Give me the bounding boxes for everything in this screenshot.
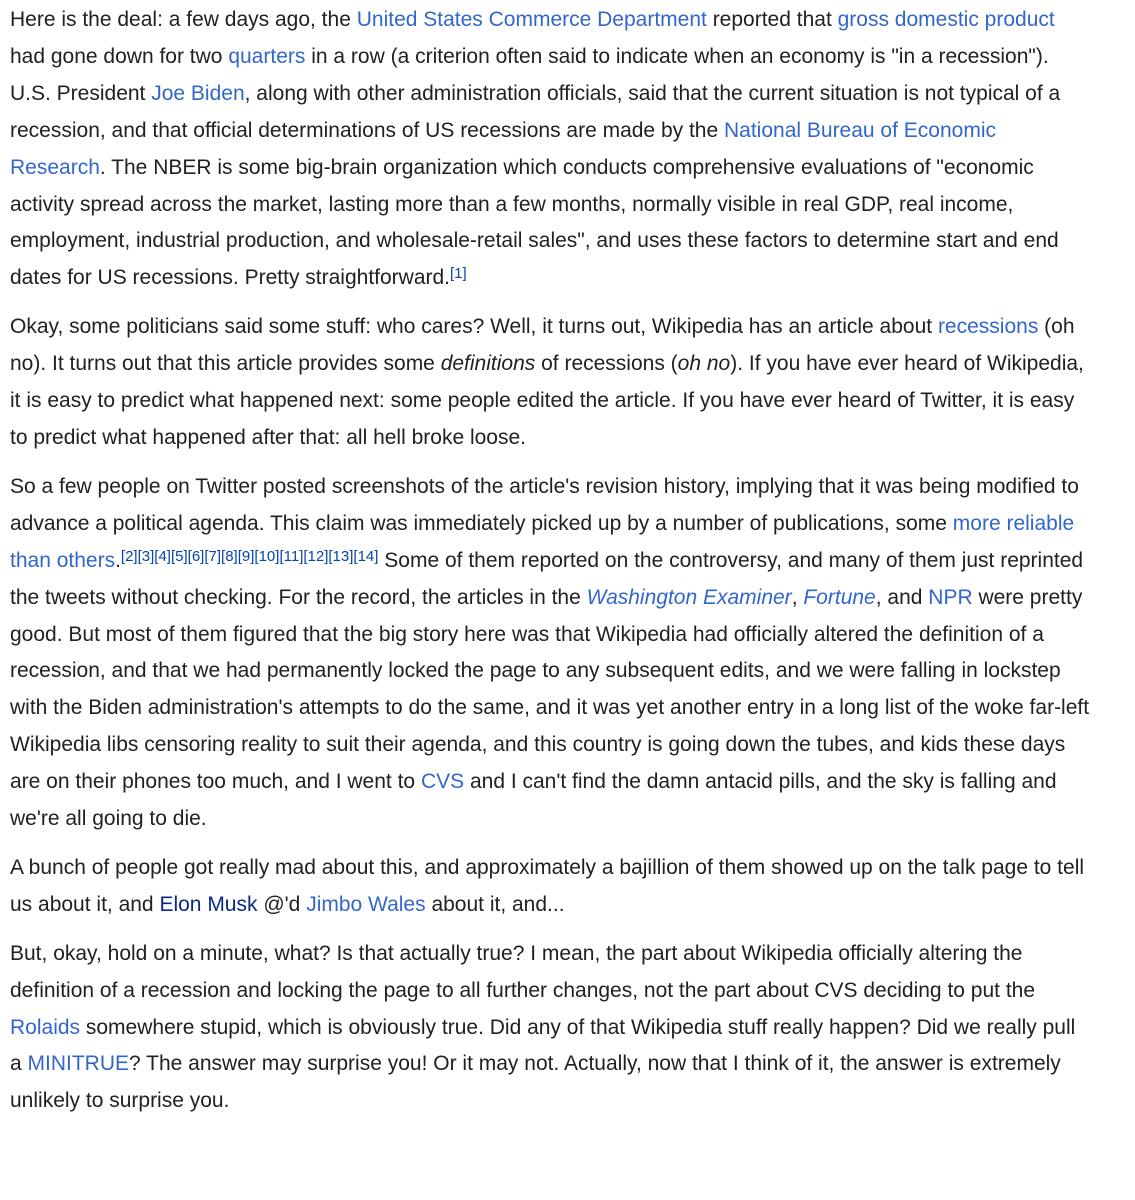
text-run: reported that	[706, 8, 838, 31]
footnote-ref	[303, 548, 328, 565]
text-run: Okay, some politicians said some stuff: who cares? Well, it turns out, Wikipedia has an article about	[10, 315, 938, 339]
link-cvs[interactable]: CVS	[420, 770, 465, 794]
text-run: about it, and...	[425, 892, 565, 916]
footnote-ref-9[interactable]: [9]	[237, 547, 255, 565]
link-elon-musk[interactable]: Elon Musk	[159, 892, 258, 916]
footnote-ref-5[interactable]: [5]	[170, 547, 188, 565]
footnote-ref-8[interactable]: [8]	[221, 547, 238, 565]
footnote-ref	[450, 265, 467, 282]
link-quarters[interactable]: quarters	[228, 44, 306, 68]
footnote-ref-11[interactable]: [11]	[279, 547, 304, 565]
text-run: and I can't find the damn antacid pills, and the sky is falling and we're all going to die.	[10, 770, 1057, 831]
text-run: So a few people on Twitter posted screenshots of the article's revision history, implying that it was being modified to advance a political agenda. This claim was immediately picked up by a number of publications, some	[10, 474, 1079, 535]
article-body	[10, 2, 1090, 1132]
link-minitrue[interactable]: MINITRUE	[27, 1052, 130, 1076]
text-run: Some of them reported on the controversy, and many of them just reprinted the tweets without checking. For the record, the articles in the	[10, 548, 1084, 609]
text-run: somewhere stupid, which is obviously true. Did any of that Wikipedia stuff really happen? Did we really pull a	[10, 1015, 1076, 1076]
link-jimbo-wales[interactable]: Jimbo Wales	[306, 892, 426, 916]
footnote-ref	[154, 548, 171, 565]
link-washington-examiner[interactable]: Washington Examiner	[586, 585, 792, 609]
text-run: .	[115, 548, 121, 572]
text-run: , along with other administration officials, said that the current situation is not typical of a recession, and that official determinations of US recessions are made by the	[10, 81, 1061, 142]
footnote-ref-3[interactable]: [3]	[137, 547, 155, 565]
paragraph-5	[10, 936, 1090, 1121]
footnote-ref-10[interactable]: [10]	[254, 547, 280, 565]
footnote-ref	[238, 548, 255, 565]
text-run: (oh no). It turns out that this article provides some	[10, 315, 1075, 376]
paragraph-2	[10, 309, 1090, 457]
paragraph-4	[10, 850, 1090, 924]
footnote-ref-7[interactable]: [7]	[204, 547, 222, 565]
text-run: Here is the deal: a few days ago, the	[10, 8, 357, 31]
text-run: were pretty good. But most of them figured that the big story here was that Wikipedia had officially altered the definition of a recession, and that we had permanently locked the page to any subsequent edits, and we were falling in lockstep with the Biden administration's attempts to do the same, and it was yet another entry in a long list of the woke far-left Wikipedia libs censoring reality to suit their agenda, and this country is going down the tubes, and kids these days are on their phones too much, and I went to	[10, 585, 1090, 794]
text-run: A bunch of people got really mad about this, and approximately a bajillion of them showed up on the talk page to tell us about it, and	[10, 855, 1085, 916]
link-more-reliable-than-others[interactable]: more reliable than others	[10, 511, 1075, 572]
link-npr[interactable]: NPR	[928, 585, 973, 609]
link-fortune[interactable]: Fortune	[803, 585, 876, 609]
text-run: of recessions (	[535, 352, 678, 376]
link-nber[interactable]: National Bureau of Economic Research	[10, 118, 996, 179]
link-gross-domestic-product[interactable]: gross domestic product	[837, 8, 1055, 31]
footnote-ref-12[interactable]: [12]	[303, 547, 329, 565]
text-run: @'d	[257, 892, 307, 916]
text-run: But, okay, hold on a minute, what? Is that actually true? I mean, the part about Wikipedia officially altering the definition of a recession and locking the page to all further changes, not the part about CVS deciding to put the	[10, 941, 1036, 1002]
text-run: . The NBER is some big-brain organization which conducts comprehensive evaluations of "economic activity spread across the market, lasting more than a few months, normally visible in real GDP, real income, employment, industrial production, and wholesale-retail sales", and uses these factors to determine start and end dates for US recessions. Pretty straightforward.	[10, 155, 1059, 290]
text-run: ,	[791, 585, 804, 609]
footnote-ref	[138, 548, 155, 565]
link-joe-biden[interactable]: Joe Biden	[151, 81, 245, 105]
footnote-ref	[328, 548, 353, 565]
footnote-ref-2[interactable]: [2]	[120, 547, 138, 565]
footnote-ref	[188, 548, 205, 565]
footnote-ref	[353, 548, 378, 565]
footnote-ref-4[interactable]: [4]	[154, 547, 171, 565]
footnote-ref	[171, 548, 188, 565]
paragraph-1	[10, 2, 1090, 297]
footnote-ref-1[interactable]: [1]	[450, 265, 467, 283]
text-run: had gone down for two	[10, 44, 229, 68]
text-run: ? The answer may surprise you! Or it may not. Actually, now that I think of it, the answer is extremely unlikely to surprise you.	[10, 1052, 1061, 1113]
italic-text: oh no	[677, 352, 731, 376]
text-run: in a row (a criterion often said to indicate when an economy is "in a recession"). U.S. President	[10, 44, 1049, 105]
footnote-ref-13[interactable]: [13]	[328, 547, 354, 565]
footnote-ref	[204, 548, 221, 565]
footnote-ref-6[interactable]: [6]	[187, 547, 205, 565]
footnote-ref	[279, 548, 303, 565]
footnote-ref	[121, 548, 138, 565]
link-recessions[interactable]: recessions	[937, 315, 1039, 339]
text-run: , and	[875, 585, 929, 609]
link-rolaids[interactable]: Rolaids	[10, 1015, 81, 1039]
italic-text: definitions	[440, 352, 536, 376]
link-us-commerce-department[interactable]: United States Commerce Department	[356, 8, 707, 31]
text-run: ). If you have ever heard of Wikipedia, it is easy to predict what happened next: some people edited the article. If you have ever heard of Twitter, it is easy to predict what happened after that: all hell broke loose.	[10, 352, 1084, 449]
footnote-ref-14[interactable]: [14]	[353, 547, 379, 565]
footnote-ref	[254, 548, 279, 565]
footnote-ref	[221, 548, 238, 565]
paragraph-3	[10, 469, 1090, 838]
